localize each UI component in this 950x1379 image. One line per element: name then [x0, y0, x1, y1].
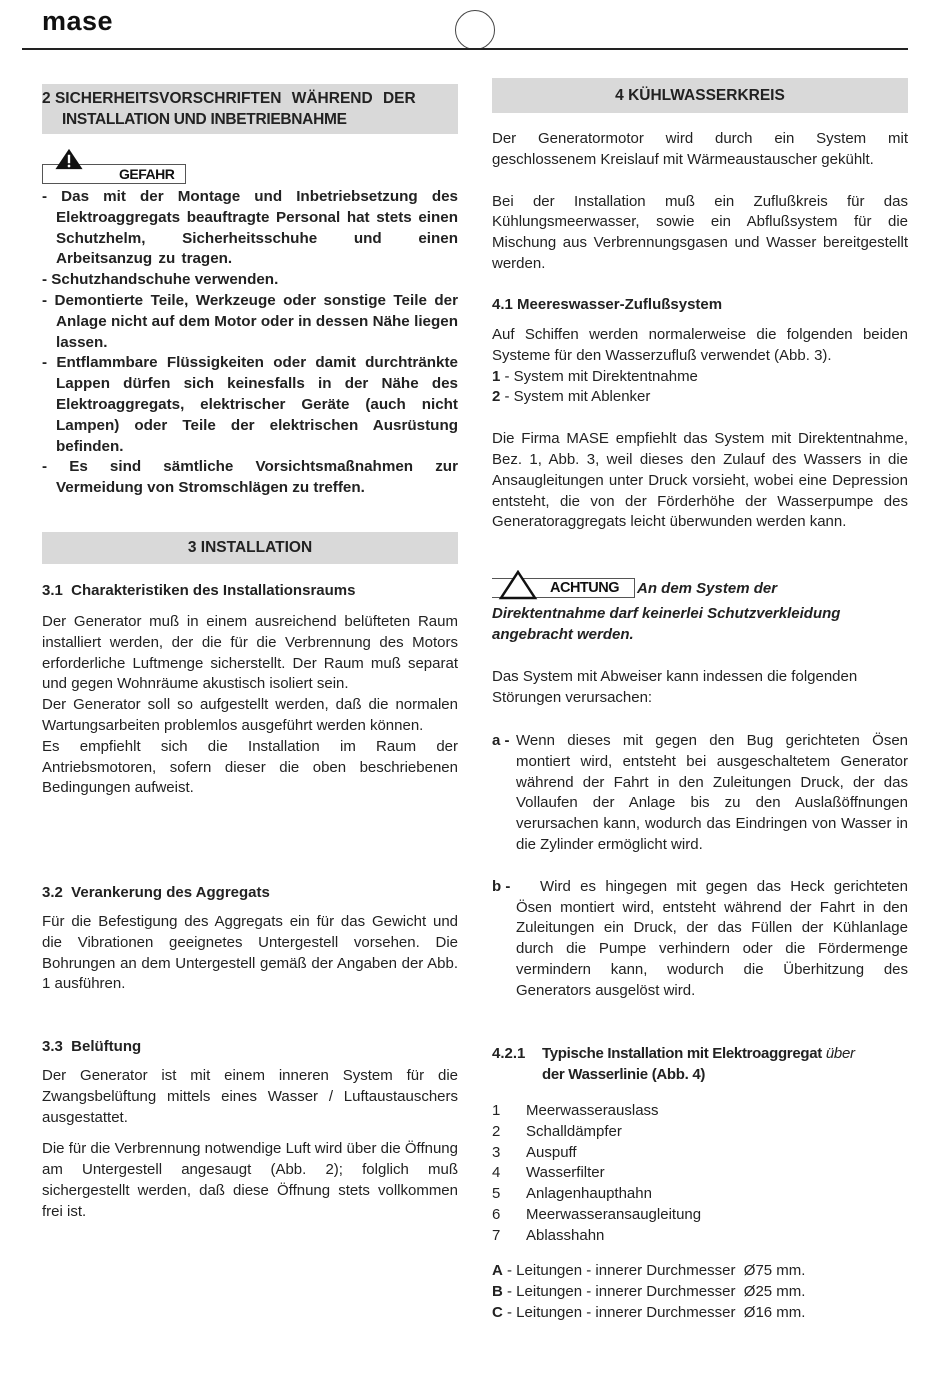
part-item: [492, 1226, 908, 1247]
issue-text: Wird es hingegen mit gegen das Heck gerichteten Ösen montiert wird, entsteht während der Fahrt in den Zuleitungen ein Druck, der das Füllen der Kühlanlage durch die Pumpe verhindern oder die Fördermenge vermindern kann, wodurch die Überhitzung des Generators ausgelöst wird.: [516, 877, 908, 999]
section-3-heading: 3 INSTALLATION: [42, 532, 458, 564]
pipe-key: B: [492, 1282, 503, 1300]
caution-badge: [492, 578, 635, 598]
section-4-intro: [492, 129, 908, 275]
paragraph: Das System mit Abweiser kann indessen die folgenden Störungen verursachen:: [492, 668, 858, 706]
part-label: Anlagenhaupthahn: [526, 1185, 652, 1203]
pipe-item: [492, 1261, 908, 1282]
subsection-4-1-title: 4.1 Meereswasser-Zuflußsystem: [492, 296, 723, 313]
pipe-item: [492, 1303, 908, 1324]
paragraph: Der Generator soll so aufgestellt werden, daß die normalen Wartungsarbeiten problemlos ausgeführt werden können.: [42, 696, 458, 734]
abweiser-intro: [492, 667, 908, 709]
caution-text-line1: An dem System der: [637, 579, 778, 597]
section-2-heading: [42, 84, 458, 134]
paragraph: Die Firma MASE empfiehlt das System mit Direktentnahme, Bez. 1, Abb. 3, weil dieses den Zulauf des Wassers in die Ansaugleitungen unter Druck vorsieht, wobei eine Depression entsteht, die von der Förderhöhe der Wasserpumpe des Generatoraggregats leicht überwunden werden kann.: [492, 430, 908, 531]
system-number: 1: [492, 367, 501, 385]
paragraph: Bei der Installation muß ein Zuflußkreis für das Kühlungsmeerwasser, sowie ein Abflußsystem für die Mischung aus Verbrennungsgasen und Wasser bereitgestellt werden.: [492, 192, 908, 272]
header-divider: [22, 48, 908, 50]
title-part: Typische Installation mit Elektroaggregat: [542, 1045, 826, 1062]
system-item: [492, 367, 908, 388]
parts-list: [492, 1101, 908, 1247]
page-number-oval: [455, 10, 495, 50]
subsection-3-1-body: [42, 612, 458, 799]
caution-label: ACHTUNG: [550, 580, 619, 596]
issue-key: a -: [492, 732, 510, 749]
subsection-3-3-title: 3.3 Belüftung: [42, 1038, 142, 1055]
danger-label: GEFAHR: [119, 166, 175, 182]
system-label: - System mit Direktentnahme: [500, 367, 698, 385]
paragraph: Der Generator ist mit einem inneren System für die Zwangsbelüftung mittels eines Wasser / Luftaustauschers ausgestattet.: [42, 1067, 458, 1126]
paragraph: Für die Befestigung des Aggregats ein für das Gewicht und die Vibrationen geeignetes Untergestell vorsehen. Die Bohrungen an dem Untergestell gemäß der Angaben der Abb. 1 ausführen.: [42, 913, 458, 993]
caution-text: Direktentnahme darf keinerlei Schutzverkleidung angebracht werden.: [492, 605, 841, 643]
paragraph: Die für die Verbrennung notwendige Luft wird über die Öffnung am Untergestell angesaugt (Abb. 2); folglich muß sichergestellt werden, daß diese Öffnung stets vollkommen frei ist.: [42, 1140, 458, 1220]
warning-triangle-icon: [51, 148, 87, 170]
issues-list: [492, 731, 908, 1002]
part-number: 1: [492, 1102, 501, 1119]
part-number: 6: [492, 1205, 501, 1223]
pipe-item: [492, 1282, 908, 1303]
part-number: 5: [492, 1185, 501, 1203]
part-item: [492, 1184, 908, 1205]
title-italic: über: [825, 1045, 855, 1062]
title-part: der Wasserlinie (Abb. 4): [542, 1066, 706, 1083]
paragraph: Der Generator muß in einem ausreichend belüfteten Raum installiert werden, der die für die Verbrennung des Motors erforderliche Luftmenge sicherstellt. Der Raum muß separat und gegen Wohnräume akustisch isoliert sein.: [42, 613, 458, 693]
subsection-4-2-1-title: [492, 1043, 908, 1085]
pipe-spec: - Leitungen - innerer Durchmesser Ø25 mm.: [502, 1282, 806, 1300]
danger-badge: [42, 164, 186, 184]
issue-text: Wenn dieses mit gegen den Bug gerichteten Ösen montiert wird, entsteht bei ausgeschaltetem Generator während der Fahrt in den Zuleitungen Druck, der das Vollaufen der Anlage bis zu den Auslaßöffnungen verursachen kann, wodurch das Eindringen von Wasser in die Zylinder ermöglicht wird.: [516, 732, 908, 853]
part-label: Meerwasseransaugleitung: [526, 1205, 702, 1223]
bullet-item: - Demontierte Teile, Werkzeuge oder sonstige Teile der Anlage nicht auf dem Motor oder in dessen Nähe liegen lassen.: [42, 291, 458, 351]
bullet-item: - Es sind sämtliche Vorsichtsmaßnahmen zur Vermeidung von Stromschlägen zu treffen.: [42, 458, 458, 497]
pipe-spec: - Leitungen - innerer Durchmesser Ø75 mm.: [502, 1262, 806, 1279]
section-number: 2: [42, 90, 51, 107]
system-label: - System mit Ablenker: [500, 388, 651, 406]
danger-notice: [42, 164, 186, 184]
system-item: [492, 387, 908, 408]
bullet-item: - Das mit der Montage und Inbetriebsetzung des Elektroaggregats beauftragte Personal hat stets einen Schutzhelm, Sicherheitsschuhe und einen Arbeitsanzug zu tragen.: [42, 188, 458, 268]
subsection-4-1-body: [492, 325, 908, 533]
system-number: 2: [492, 388, 501, 406]
issue-item: [492, 731, 908, 856]
part-number: 7: [492, 1226, 501, 1244]
paragraph: Es empfiehlt sich die Installation im Raum der Antriebsmotoren, sofern dieser die oben beschriebenen Bedingungen aufweist.: [42, 737, 458, 797]
part-label: Ablasshahn: [526, 1226, 605, 1244]
part-label: Meerwasserauslass: [526, 1102, 659, 1119]
issue-key: b -: [492, 877, 511, 895]
safety-bullets: [42, 187, 458, 499]
part-number: 4: [492, 1164, 501, 1182]
part-label: Schalldämpfer: [526, 1122, 622, 1140]
subsection-3-3-body: [42, 1066, 458, 1223]
paragraph: Auf Schiffen werden normalerweise die folgenden beiden Systeme für den Wasserzufluß verwendet (Abb. 3).: [492, 326, 908, 364]
bullet-item: - Entflammbare Flüssigkeiten oder damit durchtränkte Lappen dürfen sich keinesfalls in der Nähe des Elektroaggregats, elektrischer Geräte (auch nicht Lampen) oder Teile der elektrischen Ausrüstung befinden.: [42, 354, 458, 455]
mase-logo: mase: [42, 6, 114, 36]
part-item: [492, 1143, 908, 1164]
part-number: 2: [492, 1122, 501, 1140]
issue-item: [492, 877, 908, 1002]
section-title-line1: SICHERHEITSVORSCHRIFTEN WÄHREND DER: [54, 90, 416, 107]
subsection-3-2-title: 3.2 Verankerung des Aggregats: [42, 884, 270, 901]
part-item: [492, 1205, 908, 1226]
section-4-heading: 4 KÜHLWASSERKREIS: [492, 78, 908, 113]
part-item: [492, 1122, 908, 1143]
warning-triangle-outline-icon: [498, 570, 538, 600]
pipe-spec: - Leitungen - innerer Durchmesser Ø16 mm.: [502, 1303, 806, 1321]
part-number: 3: [492, 1143, 501, 1161]
subsection-number: 4.2.1: [492, 1045, 526, 1062]
pipe-key: C: [492, 1303, 503, 1321]
section-title-line2: INSTALLATION UND INBETRIEBNAHME: [62, 111, 347, 128]
part-item: [492, 1101, 908, 1122]
part-label: Wasserfilter: [526, 1164, 605, 1182]
part-label: Auspuff: [526, 1143, 577, 1161]
pipes-list: [492, 1261, 908, 1323]
subsection-3-2-body: [42, 912, 458, 995]
caution-notice: [492, 578, 908, 646]
part-item: [492, 1163, 908, 1184]
pipe-key: A: [492, 1262, 503, 1279]
bullet-item: - Schutzhandschuhe verwenden.: [42, 271, 279, 289]
subsection-3-1-title: 3.1 Charakteristiken des Installationsraums: [42, 582, 356, 599]
paragraph: Der Generatormotor wird durch ein System mit geschlossenem Kreislauf mit Wärmeaustauscher gekühlt.: [492, 130, 908, 168]
